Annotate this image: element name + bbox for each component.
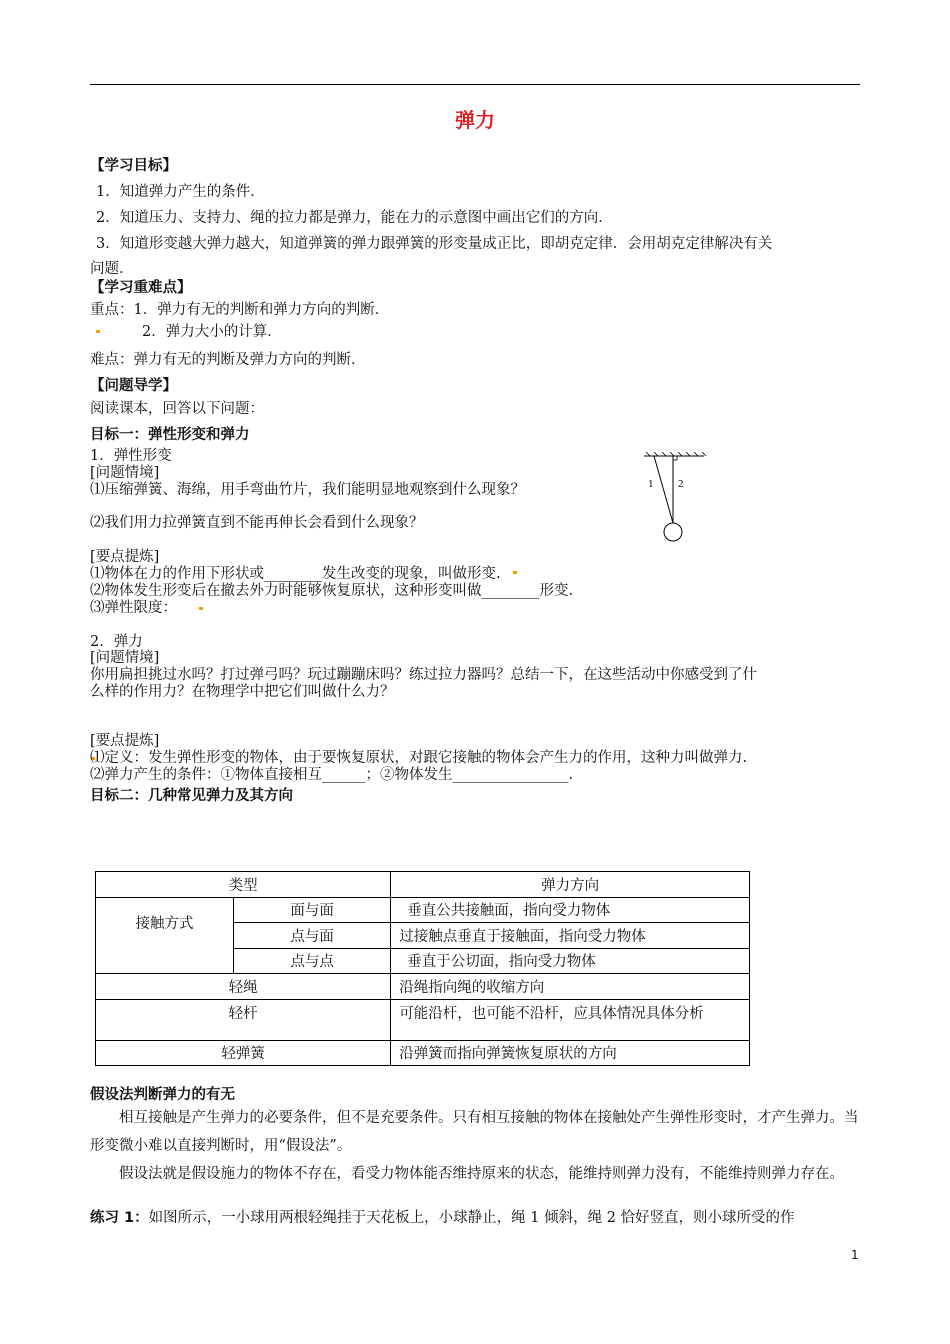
object-direction: 沿绳指向绳的收缩方向 (391, 974, 750, 1000)
guide-intro: 阅读课本，回答以下问题： (90, 401, 264, 417)
point-4: ⑴定义：发生弹性形变的物体，由于要恢复原状，对跟它接触的物体会产生力的作用，这种力叫做弹力. (90, 750, 748, 766)
table-row (96, 897, 750, 923)
hypothesis-heading: 假设法判断弹力的有无 (90, 1087, 235, 1103)
exercise-text: 如图所示，一小球用两根轻绳挂于天花板上，小球静止，绳 1 倾斜，绳 2 恰好竖直，则小球所受的作 (148, 1210, 795, 1226)
goal1-sec2-title: 2．弹力 (90, 634, 143, 650)
ceiling-hatching (646, 452, 706, 456)
question-2: ⑵我们用力拉弹簧直到不能再伸长会看到什么现象？ (90, 515, 424, 531)
table-header-row (96, 872, 750, 898)
goal1-sec1-title: 1．弹性形变 (90, 448, 172, 464)
difficulty: 难点：弹力有无的判断及弹力方向的判断． (90, 352, 366, 368)
contact-direction: 过接触点垂直于接触面，指向受力物体 (391, 923, 750, 949)
margin-mark (513, 571, 517, 574)
goal1-heading: 目标一：弹性形变和弹力 (90, 427, 250, 443)
contact-type: 点与点 (234, 948, 391, 974)
hypothesis-para-2: 假设法就是假设施力的物体不存在，看受力物体能否维持原来的状态，能维持则弹力没有，不能维持则弹力存在。 (119, 1166, 844, 1182)
page-number: 1 (851, 1248, 859, 1262)
question-3: 你用扁担挑过水吗？打过弹弓吗？玩过蹦蹦床吗？练过拉力器吗？总结一下，在这些活动中你感受到了什 (90, 667, 757, 683)
objective-3: 3．知道形变越大弹力越大，知道弹簧的弹力跟弹簧的形变量成正比，即胡克定律．会用胡克定律解决有关 (96, 236, 773, 252)
points-label: [要点提炼] (90, 549, 160, 565)
objective-2: 2．知道压力、支持力、绳的拉力都是弹力，能在力的示意图中画出它们的方向． (96, 210, 613, 226)
object-direction: 可能沿杆，也可能不沿杆，应具体情况具体分析 (391, 999, 750, 1040)
point-2: ⑵物体发生形变后在撤去外力时能够恢复原状，这种形变叫做________形变. (90, 583, 574, 599)
contact-label: 接触方式 (96, 897, 234, 974)
focus-1: 重点：1．弹力有无的判断和弹力方向的判断． (90, 302, 390, 318)
exercise-1 (90, 1206, 795, 1227)
table-row (96, 999, 750, 1040)
objective-3-cont: 问题． (90, 261, 134, 277)
point-1: ⑴物体在力的作用下形状或________发生改变的现象，叫做形变. (90, 566, 501, 582)
object-type: 轻杆 (96, 999, 391, 1040)
goal2-heading: 目标二：几种常见弹力及其方向 (90, 788, 293, 804)
header-rule (90, 84, 860, 85)
situation2-label: [问题情境] (90, 650, 160, 666)
keypoints-heading: 【学习重难点】 (90, 280, 192, 296)
rope-2-label: 2 (678, 478, 684, 490)
table-row (96, 1040, 750, 1066)
header-direction: 弹力方向 (391, 872, 750, 898)
point-5: ⑵弹力产生的条件：①物体直接相互______；②物体发生________________. (90, 767, 574, 783)
margin-mark (96, 330, 100, 333)
object-type: 轻弹簧 (96, 1040, 391, 1066)
right-angle-mark (673, 456, 677, 460)
two-rope-ball-diagram (640, 452, 710, 547)
points2-label: [要点提炼] (90, 733, 160, 749)
page-title: 弹力 (455, 108, 495, 132)
guide-heading: 【问题导学】 (90, 378, 177, 394)
table-row (96, 974, 750, 1000)
header-type: 类型 (96, 872, 391, 898)
object-direction: 沿弹簧而指向弹簧恢复原状的方向 (391, 1040, 750, 1066)
exercise-label: 练习 1： (90, 1210, 149, 1226)
contact-direction: 垂直于公切面，指向受力物体 (391, 948, 750, 974)
question-1: ⑴压缩弹簧、海绵，用手弯曲竹片，我们能明显地观察到什么现象？ (90, 482, 525, 498)
elastic-force-table (95, 871, 750, 1066)
objectives-heading: 【学习目标】 (90, 158, 177, 174)
margin-mark (199, 607, 203, 610)
focus-2: 2．弹力大小的计算． (142, 324, 282, 340)
question-3-cont: 么样的作用力？在物理学中把它们叫做什么力？ (90, 684, 395, 700)
contact-type: 面与面 (234, 897, 391, 923)
object-type: 轻绳 (96, 974, 391, 1000)
rope-1 (654, 456, 673, 523)
situation-label: [问题情境] (90, 465, 160, 481)
contact-type: 点与面 (234, 923, 391, 949)
point-3: ⑶弹性限度： (90, 600, 177, 616)
hypothesis-para-1: 相互接触是产生弹力的必要条件，但不是充要条件。只有相互接触的物体在接触处产生弹性形变时，才产生弹力。当形变微小难以直接判断时，用“假设法”。 (90, 1110, 859, 1154)
contact-direction: 垂直公共接触面，指向受力物体 (391, 897, 750, 923)
objective-1: 1．知道弹力产生的条件． (96, 184, 265, 200)
rope-1-label: 1 (648, 478, 654, 490)
ball (664, 523, 682, 541)
